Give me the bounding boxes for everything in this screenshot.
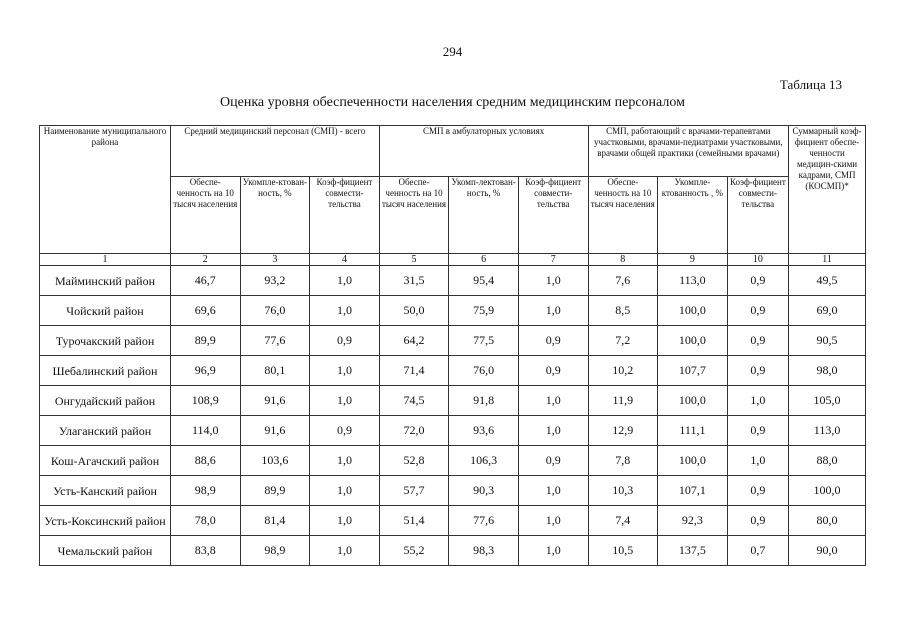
value-cell: 0,9 bbox=[310, 416, 380, 446]
table-row bbox=[40, 476, 866, 506]
value-cell: 0,9 bbox=[727, 296, 788, 326]
value-cell: 71,4 bbox=[379, 356, 449, 386]
value-cell: 78,0 bbox=[170, 506, 240, 536]
value-cell: 91,6 bbox=[240, 416, 310, 446]
value-cell: 7,4 bbox=[588, 506, 658, 536]
value-cell: 51,4 bbox=[379, 506, 449, 536]
value-cell: 98,3 bbox=[449, 536, 519, 566]
value-cell: 103,6 bbox=[240, 446, 310, 476]
value-cell: 107,1 bbox=[658, 476, 728, 506]
header-district: Наименование муниципального района bbox=[40, 126, 171, 254]
value-cell: 88,6 bbox=[170, 446, 240, 476]
value-cell: 64,2 bbox=[379, 326, 449, 356]
value-cell: 75,9 bbox=[449, 296, 519, 326]
value-cell: 12,9 bbox=[588, 416, 658, 446]
value-cell: 93,6 bbox=[449, 416, 519, 446]
value-cell: 0,9 bbox=[518, 356, 588, 386]
value-cell: 1,0 bbox=[727, 386, 788, 416]
value-cell: 0,9 bbox=[727, 476, 788, 506]
value-cell: 1,0 bbox=[518, 536, 588, 566]
value-cell: 107,7 bbox=[658, 356, 728, 386]
value-cell: 1,0 bbox=[310, 446, 380, 476]
header-summary: Суммарный коэф-фициент обеспе-ченности медицин-скими кадрами, СМП (КОСМП)* bbox=[789, 126, 866, 254]
table-row bbox=[40, 536, 866, 566]
subheader-cell: Обеспе-ченность на 10 тысяч населения bbox=[379, 177, 449, 254]
value-cell: 137,5 bbox=[658, 536, 728, 566]
header-group-total: Средний медицинский персонал (СМП) - всего bbox=[170, 126, 379, 177]
subheader-cell: Обеспе-ченность на 10 тысяч населения bbox=[588, 177, 658, 254]
table-row bbox=[40, 386, 866, 416]
subheader-cell: Коэф-фициент совмести-тельства bbox=[310, 177, 380, 254]
header-row-groups bbox=[40, 126, 866, 177]
value-cell: 88,0 bbox=[789, 446, 866, 476]
column-number: 8 bbox=[588, 254, 658, 266]
column-number-row bbox=[40, 254, 866, 266]
value-cell: 96,9 bbox=[170, 356, 240, 386]
table-label: Таблица 13 bbox=[779, 77, 842, 92]
value-cell: 1,0 bbox=[310, 266, 380, 296]
value-cell: 90,5 bbox=[789, 326, 866, 356]
value-cell: 0,9 bbox=[727, 506, 788, 536]
value-cell: 11,9 bbox=[588, 386, 658, 416]
district-name: Чойский район bbox=[40, 296, 171, 326]
column-number: 10 bbox=[727, 254, 788, 266]
value-cell: 7,6 bbox=[588, 266, 658, 296]
district-name: Усть-Канский район bbox=[40, 476, 171, 506]
value-cell: 76,0 bbox=[240, 296, 310, 326]
value-cell: 1,0 bbox=[310, 476, 380, 506]
value-cell: 111,1 bbox=[658, 416, 728, 446]
value-cell: 49,5 bbox=[789, 266, 866, 296]
value-cell: 108,9 bbox=[170, 386, 240, 416]
value-cell: 114,0 bbox=[170, 416, 240, 446]
value-cell: 7,2 bbox=[588, 326, 658, 356]
page-number: 294 bbox=[442, 44, 463, 59]
column-number: 11 bbox=[789, 254, 866, 266]
table-row bbox=[40, 416, 866, 446]
value-cell: 1,0 bbox=[310, 296, 380, 326]
district-name: Онгудайский район bbox=[40, 386, 171, 416]
value-cell: 77,5 bbox=[449, 326, 519, 356]
subheader-cell: Укомпле-ктованность , % bbox=[658, 177, 728, 254]
column-number: 1 bbox=[40, 254, 171, 266]
value-cell: 72,0 bbox=[379, 416, 449, 446]
value-cell: 10,3 bbox=[588, 476, 658, 506]
subheader-cell: Коэф-фициент совмести-тельства bbox=[727, 177, 788, 254]
value-cell: 31,5 bbox=[379, 266, 449, 296]
value-cell: 10,2 bbox=[588, 356, 658, 386]
value-cell: 0,9 bbox=[727, 266, 788, 296]
table-row bbox=[40, 506, 866, 536]
value-cell: 1,0 bbox=[518, 506, 588, 536]
value-cell: 83,8 bbox=[170, 536, 240, 566]
value-cell: 0,9 bbox=[310, 326, 380, 356]
value-cell: 0,9 bbox=[727, 416, 788, 446]
district-name: Турочакский район bbox=[40, 326, 171, 356]
value-cell: 50,0 bbox=[379, 296, 449, 326]
value-cell: 80,0 bbox=[789, 506, 866, 536]
column-number: 5 bbox=[379, 254, 449, 266]
value-cell: 52,8 bbox=[379, 446, 449, 476]
value-cell: 1,0 bbox=[518, 476, 588, 506]
district-name: Кош-Агачский район bbox=[40, 446, 171, 476]
value-cell: 0,9 bbox=[518, 326, 588, 356]
value-cell: 98,9 bbox=[170, 476, 240, 506]
value-cell: 89,9 bbox=[170, 326, 240, 356]
value-cell: 77,6 bbox=[240, 326, 310, 356]
value-cell: 74,5 bbox=[379, 386, 449, 416]
value-cell: 1,0 bbox=[727, 446, 788, 476]
district-name: Усть-Коксинский район bbox=[40, 506, 171, 536]
column-number: 4 bbox=[310, 254, 380, 266]
value-cell: 1,0 bbox=[310, 386, 380, 416]
column-number: 7 bbox=[518, 254, 588, 266]
table-title: Оценка уровня обеспеченности населения средним медицинским персоналом bbox=[220, 95, 685, 110]
value-cell: 77,6 bbox=[449, 506, 519, 536]
value-cell: 1,0 bbox=[518, 296, 588, 326]
value-cell: 69,0 bbox=[789, 296, 866, 326]
value-cell: 76,0 bbox=[449, 356, 519, 386]
value-cell: 1,0 bbox=[518, 266, 588, 296]
value-cell: 89,9 bbox=[240, 476, 310, 506]
header-group-primary-care: СМП, работающий с врачами-терапевтами участковыми, врачами-педиатрами участковыми, врачами общей практики (семейными врачами) bbox=[588, 126, 789, 177]
subheader-cell: Коэф-фициент совмести-тельства bbox=[518, 177, 588, 254]
value-cell: 98,0 bbox=[789, 356, 866, 386]
value-cell: 69,6 bbox=[170, 296, 240, 326]
table-row bbox=[40, 296, 866, 326]
column-number: 3 bbox=[240, 254, 310, 266]
table-row bbox=[40, 356, 866, 386]
value-cell: 0,9 bbox=[518, 446, 588, 476]
table-row bbox=[40, 446, 866, 476]
value-cell: 100,0 bbox=[658, 446, 728, 476]
value-cell: 90,0 bbox=[789, 536, 866, 566]
district-name: Шебалинский район bbox=[40, 356, 171, 386]
subheader-cell: Обеспе-ченность на 10 тысяч населения bbox=[170, 177, 240, 254]
value-cell: 81,4 bbox=[240, 506, 310, 536]
value-cell: 100,0 bbox=[789, 476, 866, 506]
value-cell: 95,4 bbox=[449, 266, 519, 296]
value-cell: 92,3 bbox=[658, 506, 728, 536]
value-cell: 8,5 bbox=[588, 296, 658, 326]
value-cell: 10,5 bbox=[588, 536, 658, 566]
value-cell: 0,9 bbox=[727, 356, 788, 386]
district-name: Улаганский район bbox=[40, 416, 171, 446]
value-cell: 91,6 bbox=[240, 386, 310, 416]
column-number: 9 bbox=[658, 254, 728, 266]
value-cell: 1,0 bbox=[310, 536, 380, 566]
table-row bbox=[40, 326, 866, 356]
district-name: Чемальский район bbox=[40, 536, 171, 566]
value-cell: 55,2 bbox=[379, 536, 449, 566]
value-cell: 100,0 bbox=[658, 326, 728, 356]
subheader-cell: Укомп-лектован-ность, % bbox=[449, 177, 519, 254]
value-cell: 113,0 bbox=[789, 416, 866, 446]
value-cell: 57,7 bbox=[379, 476, 449, 506]
value-cell: 1,0 bbox=[518, 416, 588, 446]
subheader-cell: Укомпле-ктован-ность, % bbox=[240, 177, 310, 254]
value-cell: 90,3 bbox=[449, 476, 519, 506]
value-cell: 1,0 bbox=[518, 386, 588, 416]
header-group-outpatient: СМП в амбулаторных условиях bbox=[379, 126, 588, 177]
column-number: 6 bbox=[449, 254, 519, 266]
value-cell: 105,0 bbox=[789, 386, 866, 416]
table-body bbox=[40, 266, 866, 566]
value-cell: 113,0 bbox=[658, 266, 728, 296]
value-cell: 100,0 bbox=[658, 296, 728, 326]
value-cell: 80,1 bbox=[240, 356, 310, 386]
value-cell: 1,0 bbox=[310, 356, 380, 386]
value-cell: 98,9 bbox=[240, 536, 310, 566]
staffing-table bbox=[39, 125, 866, 566]
value-cell: 93,2 bbox=[240, 266, 310, 296]
value-cell: 106,3 bbox=[449, 446, 519, 476]
value-cell: 7,8 bbox=[588, 446, 658, 476]
value-cell: 91,8 bbox=[449, 386, 519, 416]
district-name: Майминский район bbox=[40, 266, 171, 296]
value-cell: 46,7 bbox=[170, 266, 240, 296]
value-cell: 1,0 bbox=[310, 506, 380, 536]
value-cell: 0,9 bbox=[727, 326, 788, 356]
column-number: 2 bbox=[170, 254, 240, 266]
value-cell: 0,7 bbox=[727, 536, 788, 566]
table-row bbox=[40, 266, 866, 296]
value-cell: 100,0 bbox=[658, 386, 728, 416]
